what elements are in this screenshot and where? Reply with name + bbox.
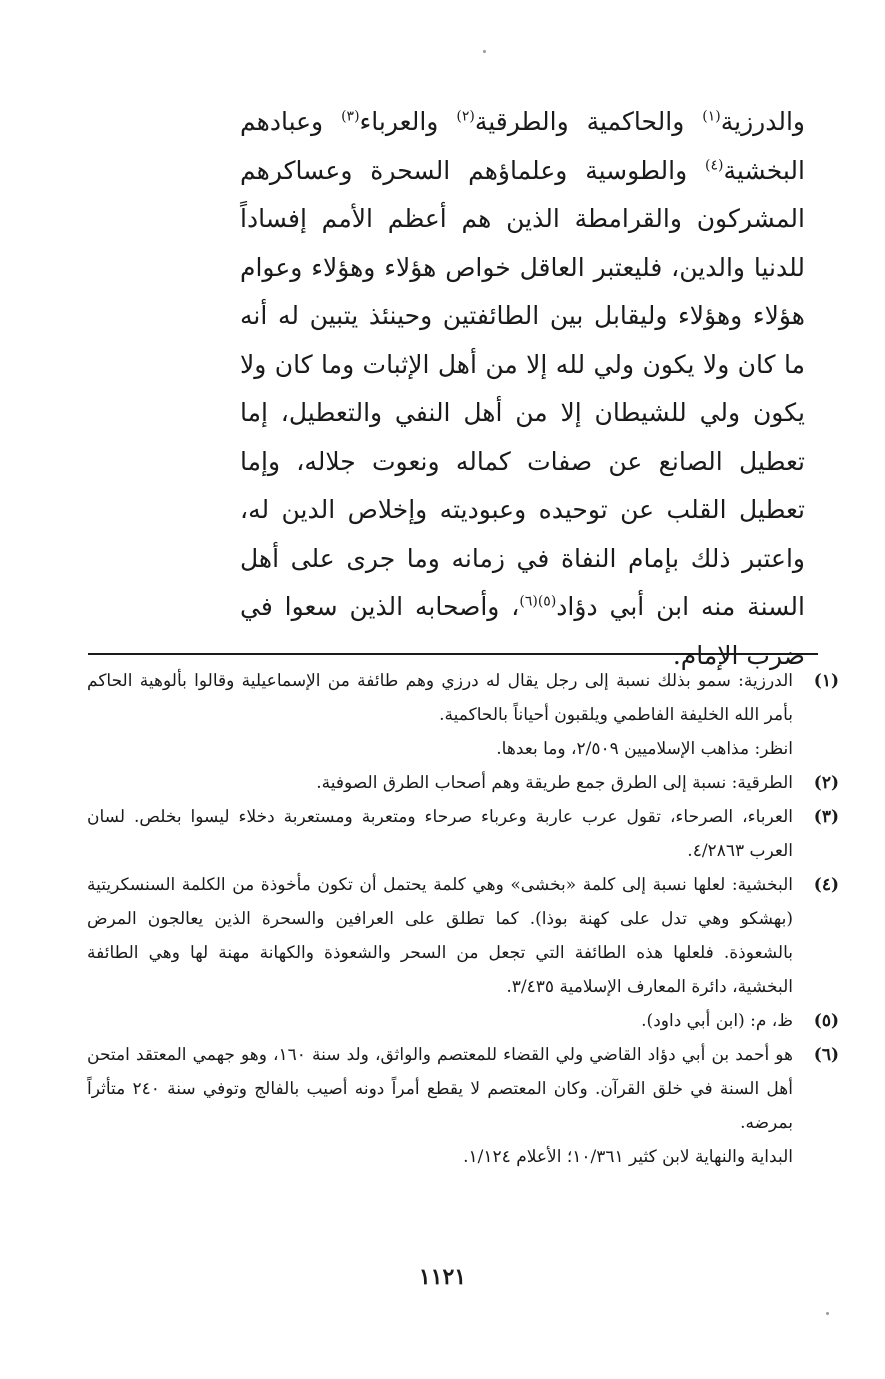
footnote-5 [87,1004,839,1038]
footnote-3 [87,800,839,868]
footnote-line: البخشية: لعلها نسبة إلى كلمة «بخشى» وهي كلمة يحتمل أن تكون مأخوذة من الكلمة السنسكريتية (بهشكو وهي تدل على كهنة بوذا). كما تطلق على العرافين والسحرة الذين يعالجون المرض بالشعوذة. فلعلها هذه الطائفة التي تجعل من السحر والشعوذة والكهانة مهنة لها وهي الطائفة البخشية، دائرة المعارف الإسلامية ٣/٤٣٥. [87,875,793,997]
footnote-line: العرباء، الصرحاء، تقول عرب عاربة وعرباء صرحاء ومتعربة ومستعربة دخلاء ليسوا بخلص. لسان العرب ٤/٢٨٦٣. [87,807,793,861]
footnote-marker: (٢) [456,108,475,125]
footnote-marker: (١) [702,108,721,125]
footnote-1 [87,664,839,766]
footnote-line: هو أحمد بن أبي دؤاد القاضي ولي القضاء للمعتصم والواثق، ولد سنة ١٦٠، وهو جهمي المعتقد امتحن أهل السنة في خلق القرآن. وكان المعتصم لا يقطع أمراً دونه أصيب بالفالج وتوفي سنة ٢٤٠ متأثراً بمرضه. [87,1045,793,1133]
scan-speck [483,50,486,53]
footnote-line: ظ، م: (ابن أبي داود). [641,1011,793,1031]
text-segment: والدرزية [720,107,805,136]
footnote-text [87,800,793,868]
page-number: ١١٢١ [418,1264,467,1290]
footnote-marker: (٤) [705,157,724,174]
main-paragraph [240,98,805,680]
text-segment: والطوسية وعلماؤهم السحرة وعساكرهم المشركون والقرامطة الذين هم أعظم الأمم إفساداً للدنيا والدين، فليعتبر العاقل خواص هؤلاء وهؤلاء وعوام هؤلاء وهؤلاء وليقابل بين الطائفتين وحينئذ يتبين له أنه ما كان ولا يكون ولي لله إلا من أهل الإثبات وما كان ولا يكون ولي للشيطان إلا من أهل النفي والتعطيل، إما تعطيل الصانع عن صفات كماله ونعوت جلاله، وإما تعطيل القلب عن توحيده وعبوديته وإخلاص الدين له، واعتبر ذلك بإمام النفاة في زمانه وما جرى على أهل السنة منه ابن أبي دؤاد [240,155,805,621]
footnote-text [87,1004,793,1038]
body-text [240,98,805,680]
footnote-number: (٤) [813,875,839,895]
footnote-text [87,664,793,766]
footnote-text [87,1038,793,1174]
text-segment: والعرباء [359,107,457,136]
footnote-4 [87,868,839,1004]
footnotes-section [87,664,839,1174]
footnote-marker: (٦) [519,593,538,610]
footnote-text [87,766,793,800]
footnote-number: (٢) [813,773,839,793]
footnote-divider [88,653,818,655]
footnote-2 [87,766,839,800]
footnote-marker: (٥) [537,593,557,610]
footnote-text [87,868,793,1004]
scan-speck [826,1312,829,1315]
footnote-line: انظر: مذاهب الإسلاميين ٢/٥٠٩، وما بعدها. [496,739,793,759]
footnote-line: الطرقية: نسبة إلى الطرق جمع طريقة وهم أصحاب الطرق الصوفية. [316,773,793,793]
text-segment: والحاكمية والطرقية [474,107,703,136]
footnote-number: (٦) [813,1045,839,1065]
footnote-6 [87,1038,839,1174]
footnote-marker: (٣) [341,108,360,125]
footnote-line: الدرزية: سمو بذلك نسبة إلى رجل يقال له درزي وهم طائفة من الإسماعيلية وقالوا بألوهية الحاكم بأمر الله الخليفة الفاطمي ويلقبون أحياناً بالحاكمية. [87,671,793,725]
footnote-line: البداية والنهاية لابن كثير ١٠/٣٦١؛ الأعلام ١/١٢٤. [463,1147,793,1167]
footnote-number: (٥) [813,1011,839,1031]
footnote-number: (٣) [813,807,839,827]
footnote-number: (١) [813,671,839,691]
text-segment: ، وأصحابه الذين سعوا في ضرب الإمام. [240,592,805,670]
text-segment: وعبادهم البخشية [240,107,805,185]
